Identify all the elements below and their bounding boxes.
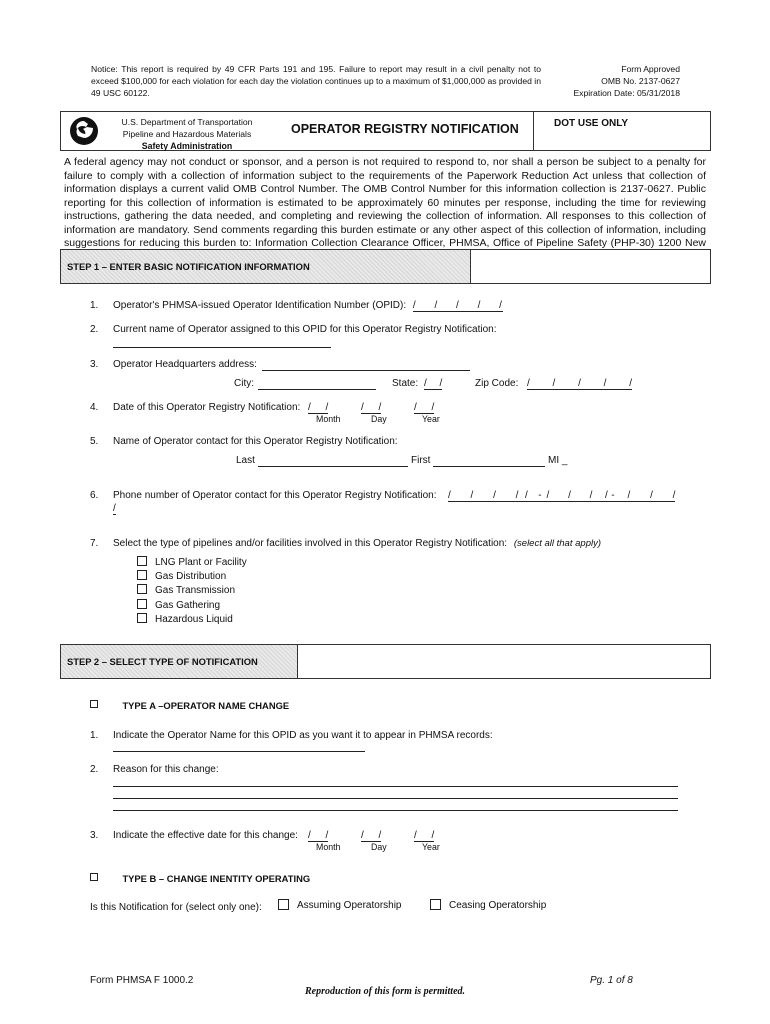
q5-contact-label: Name of Operator contact for this Operator Registry Notification: xyxy=(113,436,398,447)
a3-effective-date-label: Indicate the effective date for this change: xyxy=(113,830,298,841)
form-number: Form PHMSA F 1000.2 xyxy=(90,975,194,986)
effective-month-field[interactable]: / / xyxy=(308,830,329,841)
reproduction-note: Reproduction of this form is permitted. xyxy=(305,986,466,997)
operator-name-field[interactable] xyxy=(113,335,331,348)
phone-line-field[interactable]: / / / / xyxy=(605,490,676,501)
date-month-field[interactable]: / / xyxy=(308,402,329,413)
notice-text: Notice: This report is required by 49 CFR Parts 191 and 195. Failure to report may result in a civil penalty not to exceed $100,000 for each violation for each day the violation continues up to a maximum of $1,000,000 as provided in 49 USC 60122. xyxy=(91,64,541,98)
type-a-option[interactable] xyxy=(90,696,289,714)
omb-approval: Form Approved OMB No. 2137-0627 Expiration Date: 05/31/2018 xyxy=(573,64,680,98)
checkbox[interactable] xyxy=(430,899,441,910)
q7-facility-label: Select the type of pipelines and/or facilities involved in this Operator Registry Notification: (select all that apply) xyxy=(113,538,601,549)
checkbox[interactable] xyxy=(137,584,147,594)
q4-date-label: Date of this Operator Registry Notification: xyxy=(113,402,301,413)
effective-day-field[interactable]: / / xyxy=(361,830,382,841)
checkbox[interactable] xyxy=(137,613,147,623)
a1-operator-name-label: Indicate the Operator Name for this OPID as you want it to appear in PHMSA records: xyxy=(113,730,493,741)
contact-mi-field[interactable]: MI _ xyxy=(548,455,568,466)
a2-reason-label: Reason for this change: xyxy=(113,764,219,775)
agency-name: U.S. Department of Transportation Pipeline and Hazardous Materials Safety Administration xyxy=(121,117,253,151)
zip-field[interactable]: / / / / / xyxy=(527,378,633,389)
q6-phone-label: Phone number of Operator contact for this Operator Registry Notification: xyxy=(113,490,437,501)
effective-year-field[interactable]: / / xyxy=(414,830,435,841)
checkbox[interactable] xyxy=(137,556,147,566)
dot-use-only-label: DOT USE ONLY xyxy=(554,118,629,129)
type-a-label: TYPE A –OPERATOR NAME CHANGE xyxy=(122,700,290,711)
checkbox[interactable] xyxy=(90,873,98,881)
facility-option-hazardous-liquid[interactable]: Hazardous Liquid xyxy=(137,614,233,625)
q3-hq-address-label: Operator Headquarters address: xyxy=(113,359,257,370)
facility-option-gas-gathering[interactable]: Gas Gathering xyxy=(137,600,220,611)
hq-address-field[interactable] xyxy=(262,358,470,371)
reason-field[interactable] xyxy=(113,786,678,814)
form-header xyxy=(60,111,711,151)
facility-option-gas-distribution[interactable]: Gas Distribution xyxy=(137,571,226,582)
state-field[interactable]: / / xyxy=(424,378,443,389)
opid-field[interactable]: / / / / / xyxy=(412,300,503,311)
phone-area-field[interactable]: / / / / - xyxy=(448,490,542,501)
city-field[interactable] xyxy=(258,377,376,390)
header-agency-cell xyxy=(61,112,534,150)
checkbox[interactable] xyxy=(137,570,147,580)
facility-option-gas-transmission[interactable]: Gas Transmission xyxy=(137,585,235,596)
burden-statement: A federal agency may not conduct or sponsor, and a person is not required to respond to, nor shall a person be subject to a penalty for failure to comply with a collection of information subject to the requirements of the Paperwork Reduction Act unless that collection of information displays a current valid OMB Control Number. The OMB Control Number for this information collection is 2137-0627. Public reporting for this collection of information is estimated to be approximately 60 minutes per response, including the time for reviewing instructions, gathering the data needed, and completing and reviewing the collection of information. All responses to this collection of information are mandatory. Send comments regarding this burden estimate or any other aspect of this collection of information, including suggestions for reducing this burden to: Information Collection Clearance Officer, PHMSA, Office of Pipeline Safety (PHP-30) 1200 New xyxy=(64,156,706,249)
contact-first-name-field[interactable] xyxy=(433,454,545,467)
date-year-field[interactable]: / / xyxy=(414,402,435,413)
dot-logo-icon xyxy=(69,116,99,146)
q1-opid-label: Operator's PHMSA-issued Operator Identification Number (OPID): / / / / / xyxy=(113,300,503,311)
checkbox[interactable] xyxy=(90,700,98,708)
phone-prefix-field[interactable]: / / / / - xyxy=(525,490,615,501)
date-day-field[interactable]: / / xyxy=(361,402,382,413)
checkbox[interactable] xyxy=(278,899,289,910)
type-b-question: Is this Notification for (select only one): xyxy=(90,902,262,913)
type-b-label: TYPE B – CHANGE INENTITY OPERATING xyxy=(122,873,311,884)
checkbox[interactable] xyxy=(137,599,147,609)
ceasing-operatorship-option[interactable]: Ceasing Operatorship xyxy=(430,900,546,911)
step2-label: STEP 2 – SELECT TYPE OF NOTIFICATION xyxy=(67,656,258,667)
page-number: Pg. 1 of 8 xyxy=(590,975,633,986)
form-title: OPERATOR REGISTRY NOTIFICATION xyxy=(291,122,519,136)
step1-label: STEP 1 – ENTER BASIC NOTIFICATION INFORMATION xyxy=(67,261,310,272)
assuming-operatorship-option[interactable]: Assuming Operatorship xyxy=(278,900,402,911)
new-operator-name-field[interactable] xyxy=(113,739,365,752)
q2-operator-name-label: Current name of Operator assigned to this OPID for this Operator Registry Notification: xyxy=(113,324,497,335)
contact-last-name-field[interactable] xyxy=(258,454,408,467)
step1-header xyxy=(60,249,711,284)
step2-header xyxy=(60,644,711,679)
type-b-option[interactable] xyxy=(90,869,310,887)
facility-option-lng[interactable]: LNG Plant or Facility xyxy=(137,557,247,568)
